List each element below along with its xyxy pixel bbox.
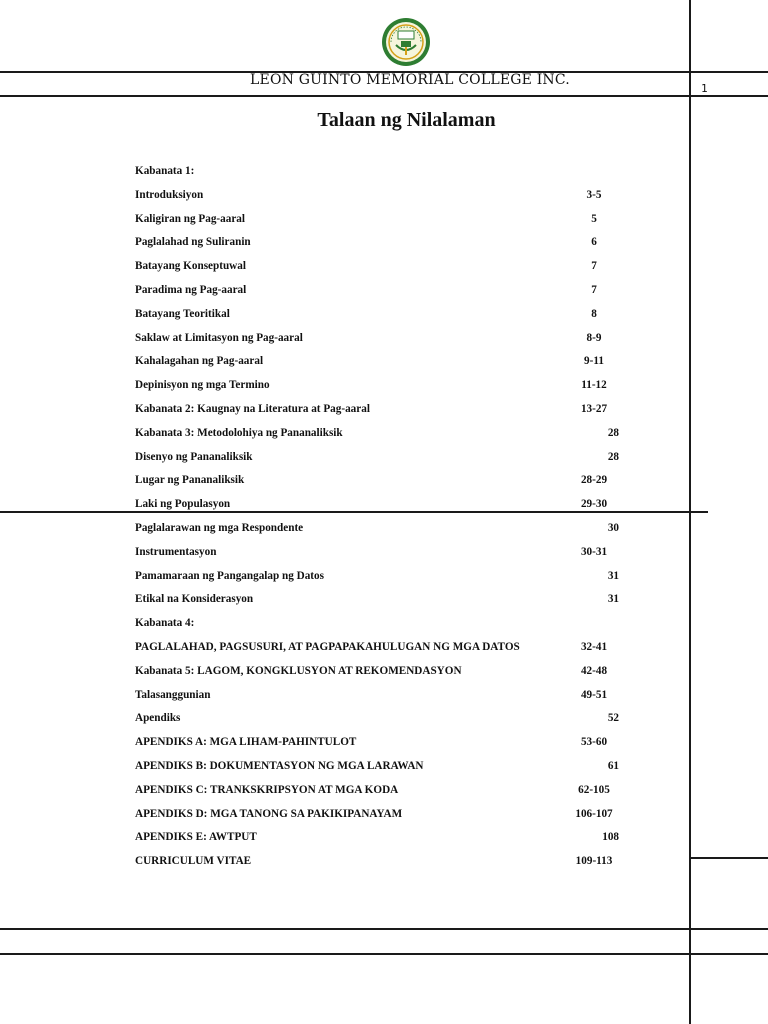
toc-entry-pages: 42-48	[580, 664, 608, 677]
toc-entry-label: Saklaw at Limitasyon ng Pag-aaral	[135, 331, 303, 344]
toc-entry-pages: 11-12	[581, 379, 607, 392]
toc-entry-label: Batayang Konseptuwal	[135, 260, 246, 273]
toc-entry	[135, 446, 655, 470]
footer-top-rule	[0, 928, 768, 930]
toc-entry-label: Lugar ng Pananaliksik	[135, 474, 245, 487]
toc-entry-pages: 31	[607, 593, 619, 606]
toc-entry-pages: 5	[591, 212, 597, 225]
right-margin-break-rule	[689, 857, 768, 859]
toc-entry-label: Kahalagahan ng Pag-aaral	[135, 355, 264, 368]
toc-entry-label: APENDIKS E: AWTPUT	[135, 831, 257, 844]
toc-entry-pages: 32-41	[580, 640, 608, 653]
toc-entry-label: APENDIKS D: MGA TANONG SA PAKIKIPANAYAM	[135, 807, 403, 820]
toc-entry-label: Paradima ng Pag-aaral	[135, 283, 247, 296]
toc-entry-pages: 30	[607, 521, 619, 534]
footer-bottom-rule	[0, 953, 768, 955]
toc-entry-pages: 62-105	[578, 783, 610, 796]
toc-entry	[135, 493, 655, 517]
toc-entry	[135, 684, 655, 708]
toc-entry	[135, 279, 655, 303]
toc-entry-pages: 61	[607, 759, 619, 772]
toc-entry	[135, 469, 655, 493]
table-of-contents	[135, 160, 655, 874]
toc-entry	[135, 612, 655, 636]
toc-entry-label: Kabanata 3: Metodolohiya ng Pananaliksik	[135, 426, 343, 439]
toc-entry-pages: 28	[607, 426, 619, 439]
toc-entry-label: APENDIKS B: DOKUMENTASYON NG MGA LARAWAN	[135, 759, 424, 772]
toc-entry-label: PAGLALAHAD, PAGSUSURI, AT PAGPAPAKAHULUGAN NG MGA DATOS	[135, 640, 520, 653]
toc-entry-pages: 7	[591, 260, 597, 273]
toc-entry-pages: 13-27	[580, 402, 608, 415]
toc-entry-label: Introduksiyon	[135, 188, 204, 201]
toc-entry-pages: 3-5	[586, 188, 602, 201]
toc-entry	[135, 565, 655, 589]
toc-entry-pages: 6	[591, 236, 597, 249]
college-seal-icon	[381, 17, 431, 67]
toc-entry	[135, 541, 655, 565]
toc-entry	[135, 517, 655, 541]
page-number: 1	[701, 82, 708, 95]
toc-entry-label: Paglalahad ng Suliranin	[135, 236, 251, 249]
toc-entry-label: Disenyo ng Pananaliksik	[135, 450, 253, 463]
toc-entry-label: Talasanggunian	[135, 688, 211, 701]
toc-entry-label: Paglalarawan ng mga Respondente	[135, 521, 304, 534]
toc-entry-pages: 9-11	[584, 355, 604, 368]
toc-entry-label: Etikal na Konsiderasyon	[135, 593, 254, 606]
toc-entry	[135, 160, 655, 184]
toc-entry	[135, 826, 655, 850]
toc-entry	[135, 850, 655, 874]
toc-entry	[135, 208, 655, 232]
toc-entry-label: Kaligiran ng Pag-aaral	[135, 212, 246, 225]
toc-entry-pages: 30-31	[580, 545, 608, 558]
toc-entry-pages: 109-113	[575, 855, 613, 868]
toc-entry-pages: 108	[602, 831, 619, 844]
toc-entry-label: Apendiks	[135, 712, 181, 725]
toc-entry-label: Depinisyon ng mga Termino	[135, 379, 270, 392]
toc-entry-pages: 52	[607, 712, 619, 725]
toc-entry	[135, 184, 655, 208]
toc-entry	[135, 398, 655, 422]
toc-entry	[135, 779, 655, 803]
toc-entry-pages: 8-9	[586, 331, 602, 344]
toc-entry-pages: 31	[607, 569, 619, 582]
college-name: LEON GUINTO MEMORIAL COLLEGE INC.	[250, 72, 570, 88]
toc-entry-pages: 29-30	[580, 498, 608, 511]
toc-entry	[135, 731, 655, 755]
header-bottom-rule	[0, 95, 768, 97]
toc-entry-pages: 106-107	[575, 807, 613, 820]
toc-entry	[135, 707, 655, 731]
toc-entry-pages: 28	[607, 450, 619, 463]
toc-entry-pages: 53-60	[580, 736, 608, 749]
toc-entry	[135, 660, 655, 684]
page-title: Talaan ng Nilalaman	[317, 109, 496, 131]
toc-entry-label: APENDIKS C: TRANKSKRIPSYON AT MGA KODA	[135, 783, 399, 796]
toc-entry-label: Instrumentasyon	[135, 545, 217, 558]
toc-entry	[135, 588, 655, 612]
toc-entry	[135, 231, 655, 255]
toc-entry-label: CURRICULUM VITAE	[135, 855, 252, 868]
toc-entry	[135, 374, 655, 398]
toc-entry	[135, 255, 655, 279]
toc-entry-pages: 8	[591, 307, 597, 320]
toc-entry	[135, 755, 655, 779]
toc-entry-pages: 7	[591, 283, 597, 296]
toc-entry-label: Laki ng Populasyon	[135, 498, 231, 511]
toc-entry	[135, 327, 655, 351]
toc-entry-label: Kabanata 4:	[135, 617, 195, 630]
toc-entry-label: APENDIKS A: MGA LIHAM-PAHINTULOT	[135, 736, 357, 749]
toc-entry	[135, 422, 655, 446]
toc-entry-label: Pamamaraan ng Pangangalap ng Datos	[135, 569, 324, 582]
toc-entry-pages: 49-51	[580, 688, 608, 701]
toc-entry	[135, 636, 655, 660]
toc-entry-label: Kabanata 1:	[135, 165, 195, 177]
toc-entry	[135, 303, 655, 327]
toc-entry	[135, 350, 655, 374]
toc-entry-pages: 28-29	[580, 474, 608, 487]
toc-entry-label: Kabanata 5: LAGOM, KONGKLUSYON AT REKOMENDASYON	[135, 664, 462, 677]
toc-entry	[135, 803, 655, 827]
toc-entry-label: Kabanata 2: Kaugnay na Literatura at Pag-aaral	[135, 402, 370, 415]
toc-entry-label: Batayang Teoritikal	[135, 307, 230, 320]
